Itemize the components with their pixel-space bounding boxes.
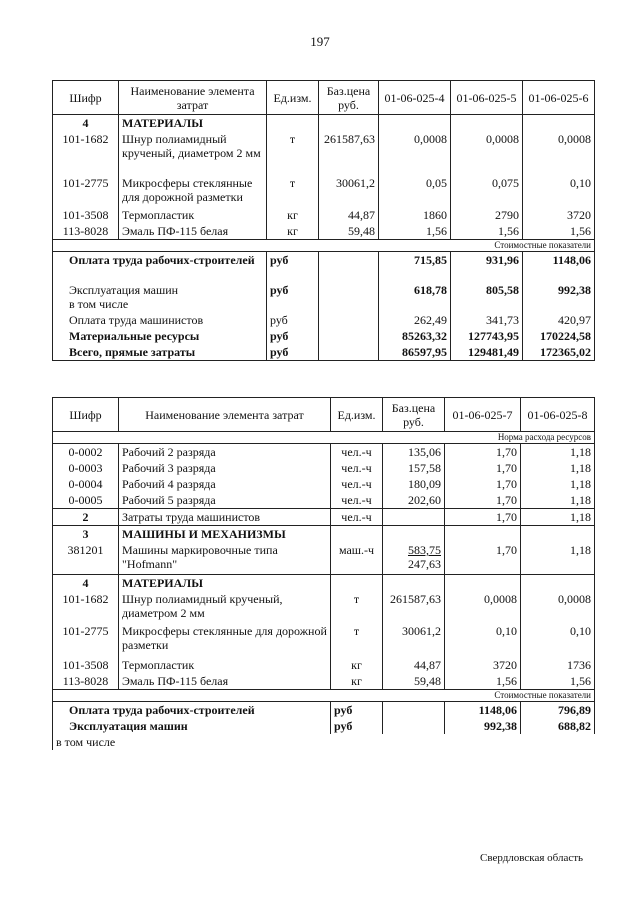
table-row: 113-8028 Эмаль ПФ-115 белая кг 59,48 1,56 1,56 — [53, 673, 595, 690]
header-col-8: 01-06-025-8 — [521, 398, 595, 432]
table-header-row — [53, 398, 595, 432]
resource-table-1 — [52, 80, 595, 361]
summary-row: Материальные ресурсы руб 85263,32 127743,95 170224,58 — [53, 328, 595, 344]
norm-note: Норма расхода ресурсов — [53, 432, 595, 444]
table-row: 101-2775 Микросферы стеклянные для дорожной разметки т 30061,2 0,05 0,075 0,10 — [53, 175, 595, 207]
summary-row: Оплата труда рабочих-строителей руб 1148,06 796,89 — [53, 701, 595, 718]
table-header-row — [53, 81, 595, 115]
cost-note: Стоимостные показатели — [53, 240, 595, 252]
table-row: 101-1682 Шнур полиамидный крученый, диаметром 2 мм т 261587,63 0,0008 0,0008 0,0008 — [53, 131, 595, 175]
header-col-7: 01-06-025-7 — [445, 398, 521, 432]
section-row: 3 МАШИНЫ И МЕХАНИЗМЫ — [53, 526, 595, 543]
header-unit: Ед.изм. — [331, 398, 383, 432]
footer-region: Свердловская область — [480, 852, 584, 864]
cost-note: Стоимостные показатели — [53, 689, 595, 701]
table-row: 2 Затраты труда машинистов чел.-ч 1,70 1,18 — [53, 509, 595, 526]
table-row: 381201 Машины маркировочные типа "Hofmann" маш.-ч 583,75 247,63 1,70 1,18 — [53, 542, 595, 574]
table-row: 0-0004 Рабочий 4 разряда чел.-ч 180,09 1,70 1,18 — [53, 476, 595, 492]
summary-row: Эксплуатация машин руб 992,38 688,82 — [53, 718, 595, 734]
table-row: 101-1682 Шнур полиамидный крученый, диаметром 2 мм т 261587,63 0,0008 0,0008 — [53, 591, 595, 623]
section-row: 4 МАТЕРИАЛЫ — [53, 574, 595, 591]
summary-row: в том числе — [53, 734, 595, 750]
table-row: 101-3508 Термопластик кг 44,87 3720 1736 — [53, 657, 595, 673]
note-row — [53, 432, 595, 444]
table-row: 113-8028 Эмаль ПФ-115 белая кг 59,48 1,56 1,56 1,56 — [53, 223, 595, 240]
section-code: 4 — [53, 115, 119, 132]
section-row — [53, 115, 595, 132]
header-code: Шифр — [53, 398, 119, 432]
summary-row: Оплата труда машинистов руб 262,49 341,73 420,97 — [53, 312, 595, 328]
header-price: Баз.цена руб. — [319, 81, 379, 115]
note-row — [53, 689, 595, 701]
table-row: 0-0002 Рабочий 2 разряда чел.-ч 135,06 1,70 1,18 — [53, 444, 595, 461]
header-name: Наименование элемента затрат — [119, 81, 267, 115]
header-col-4: 01-06-025-4 — [379, 81, 451, 115]
header-code: Шифр — [53, 81, 119, 115]
header-price: Баз.цена руб. — [383, 398, 445, 432]
header-unit: Ед.изм. — [267, 81, 319, 115]
table-row: 0-0005 Рабочий 5 разряда чел.-ч 202,60 1,70 1,18 — [53, 492, 595, 509]
page-number: 197 — [310, 34, 330, 49]
summary-row: Всего, прямые затраты руб 86597,95 129481,49 172365,02 — [53, 344, 595, 361]
header-col-6: 01-06-025-6 — [523, 81, 595, 115]
table-row: 101-3508 Термопластик кг 44,87 1860 2790 3720 — [53, 207, 595, 223]
table-row: 101-2775 Микросферы стеклянные для дорожной разметки т 30061,2 0,10 0,10 — [53, 623, 595, 657]
table-row: 0-0003 Рабочий 3 разряда чел.-ч 157,58 1,70 1,18 — [53, 460, 595, 476]
summary-row: Оплата труда рабочих-строителей руб 715,85 931,96 1148,06 — [53, 252, 595, 282]
section-name: МАТЕРИАЛЫ — [119, 115, 267, 132]
note-row — [53, 240, 595, 252]
summary-row: Эксплуатация машин в том числе руб 618,78 805,58 992,38 — [53, 282, 595, 312]
resource-table-2 — [52, 397, 595, 750]
header-name: Наименование элемента затрат — [119, 398, 331, 432]
header-col-5: 01-06-025-5 — [451, 81, 523, 115]
